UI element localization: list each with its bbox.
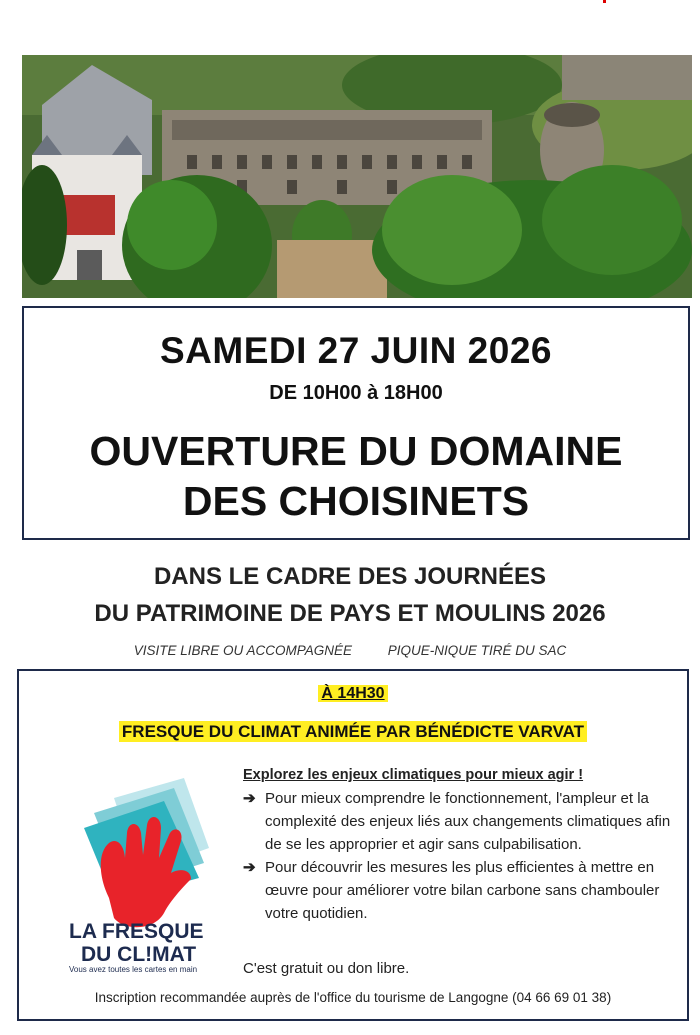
context-line2: DU PATRIMOINE DE PAYS ET MOULINS 2026 [94,600,606,627]
event-date: SAMEDI 27 JUIN 2026 [159,330,552,371]
decorative-dot [603,0,606,3]
logo-line2: DU CL!MAT [81,943,197,966]
fresque-box [17,669,689,1021]
domaine-photo [22,55,692,298]
event-context [0,558,700,632]
event-hours: DE 10H00 à 18H00 [269,382,443,404]
logo-tagline: Vous avez toutes les cartes en main [69,965,198,973]
event-title-line1: OUVERTURE DU DOMAINE [89,428,623,474]
fresque-bullet [243,856,683,925]
headline-box [22,306,690,540]
fresque-title-text: FRESQUE DU CLIMAT ANIMÉE PAR BÉNÉDICTE VARVAT [119,721,587,742]
logo-line1: LA FRESQUE [69,920,204,943]
fresque-bullet-text: Pour découvrir les mesures les plus efficientes à mettre en œuvre pour améliorer votre bilan carbone sans chambouler votre quotidien. [265,859,660,922]
feature-picnic: PIQUE-NIQUE TIRÉ DU SAC [387,643,567,658]
fresque-description [243,764,683,925]
context-line1: DANS LE CADRE DES JOURNÉES [153,563,547,590]
features-row [0,643,700,658]
fresque-heading [19,722,687,742]
fresque-lead: Explorez les enjeux climatiques pour mieux agir ! [243,767,584,783]
fresque-logo [69,773,239,973]
domaine-aerial-photo-icon [22,55,692,298]
registration-note: Inscription recommandée auprès de l'office du tourisme de Langogne (04 66 69 01 38) [94,990,612,1005]
arrow-right-icon: ➔ [243,790,256,807]
fresque-hand-icon [69,773,239,973]
fresque-bullet [243,787,683,856]
fresque-bullet-text: Pour mieux comprendre le fonctionnement, l'ampleur et la complexité des enjeux liés aux changements climatiques afin de se les approprier et agir sans culpabilisation. [265,790,671,853]
fresque-time [19,685,687,703]
fresque-price: C'est gratuit ou don libre. [243,960,410,977]
fresque-time-text: À 14H30 [318,685,387,702]
event-title-line2: DES CHOISINETS [182,478,530,524]
feature-visit: VISITE LIBRE OU ACCOMPAGNÉE [133,643,352,658]
arrow-right-icon: ➔ [243,859,256,876]
event-title [24,426,688,526]
